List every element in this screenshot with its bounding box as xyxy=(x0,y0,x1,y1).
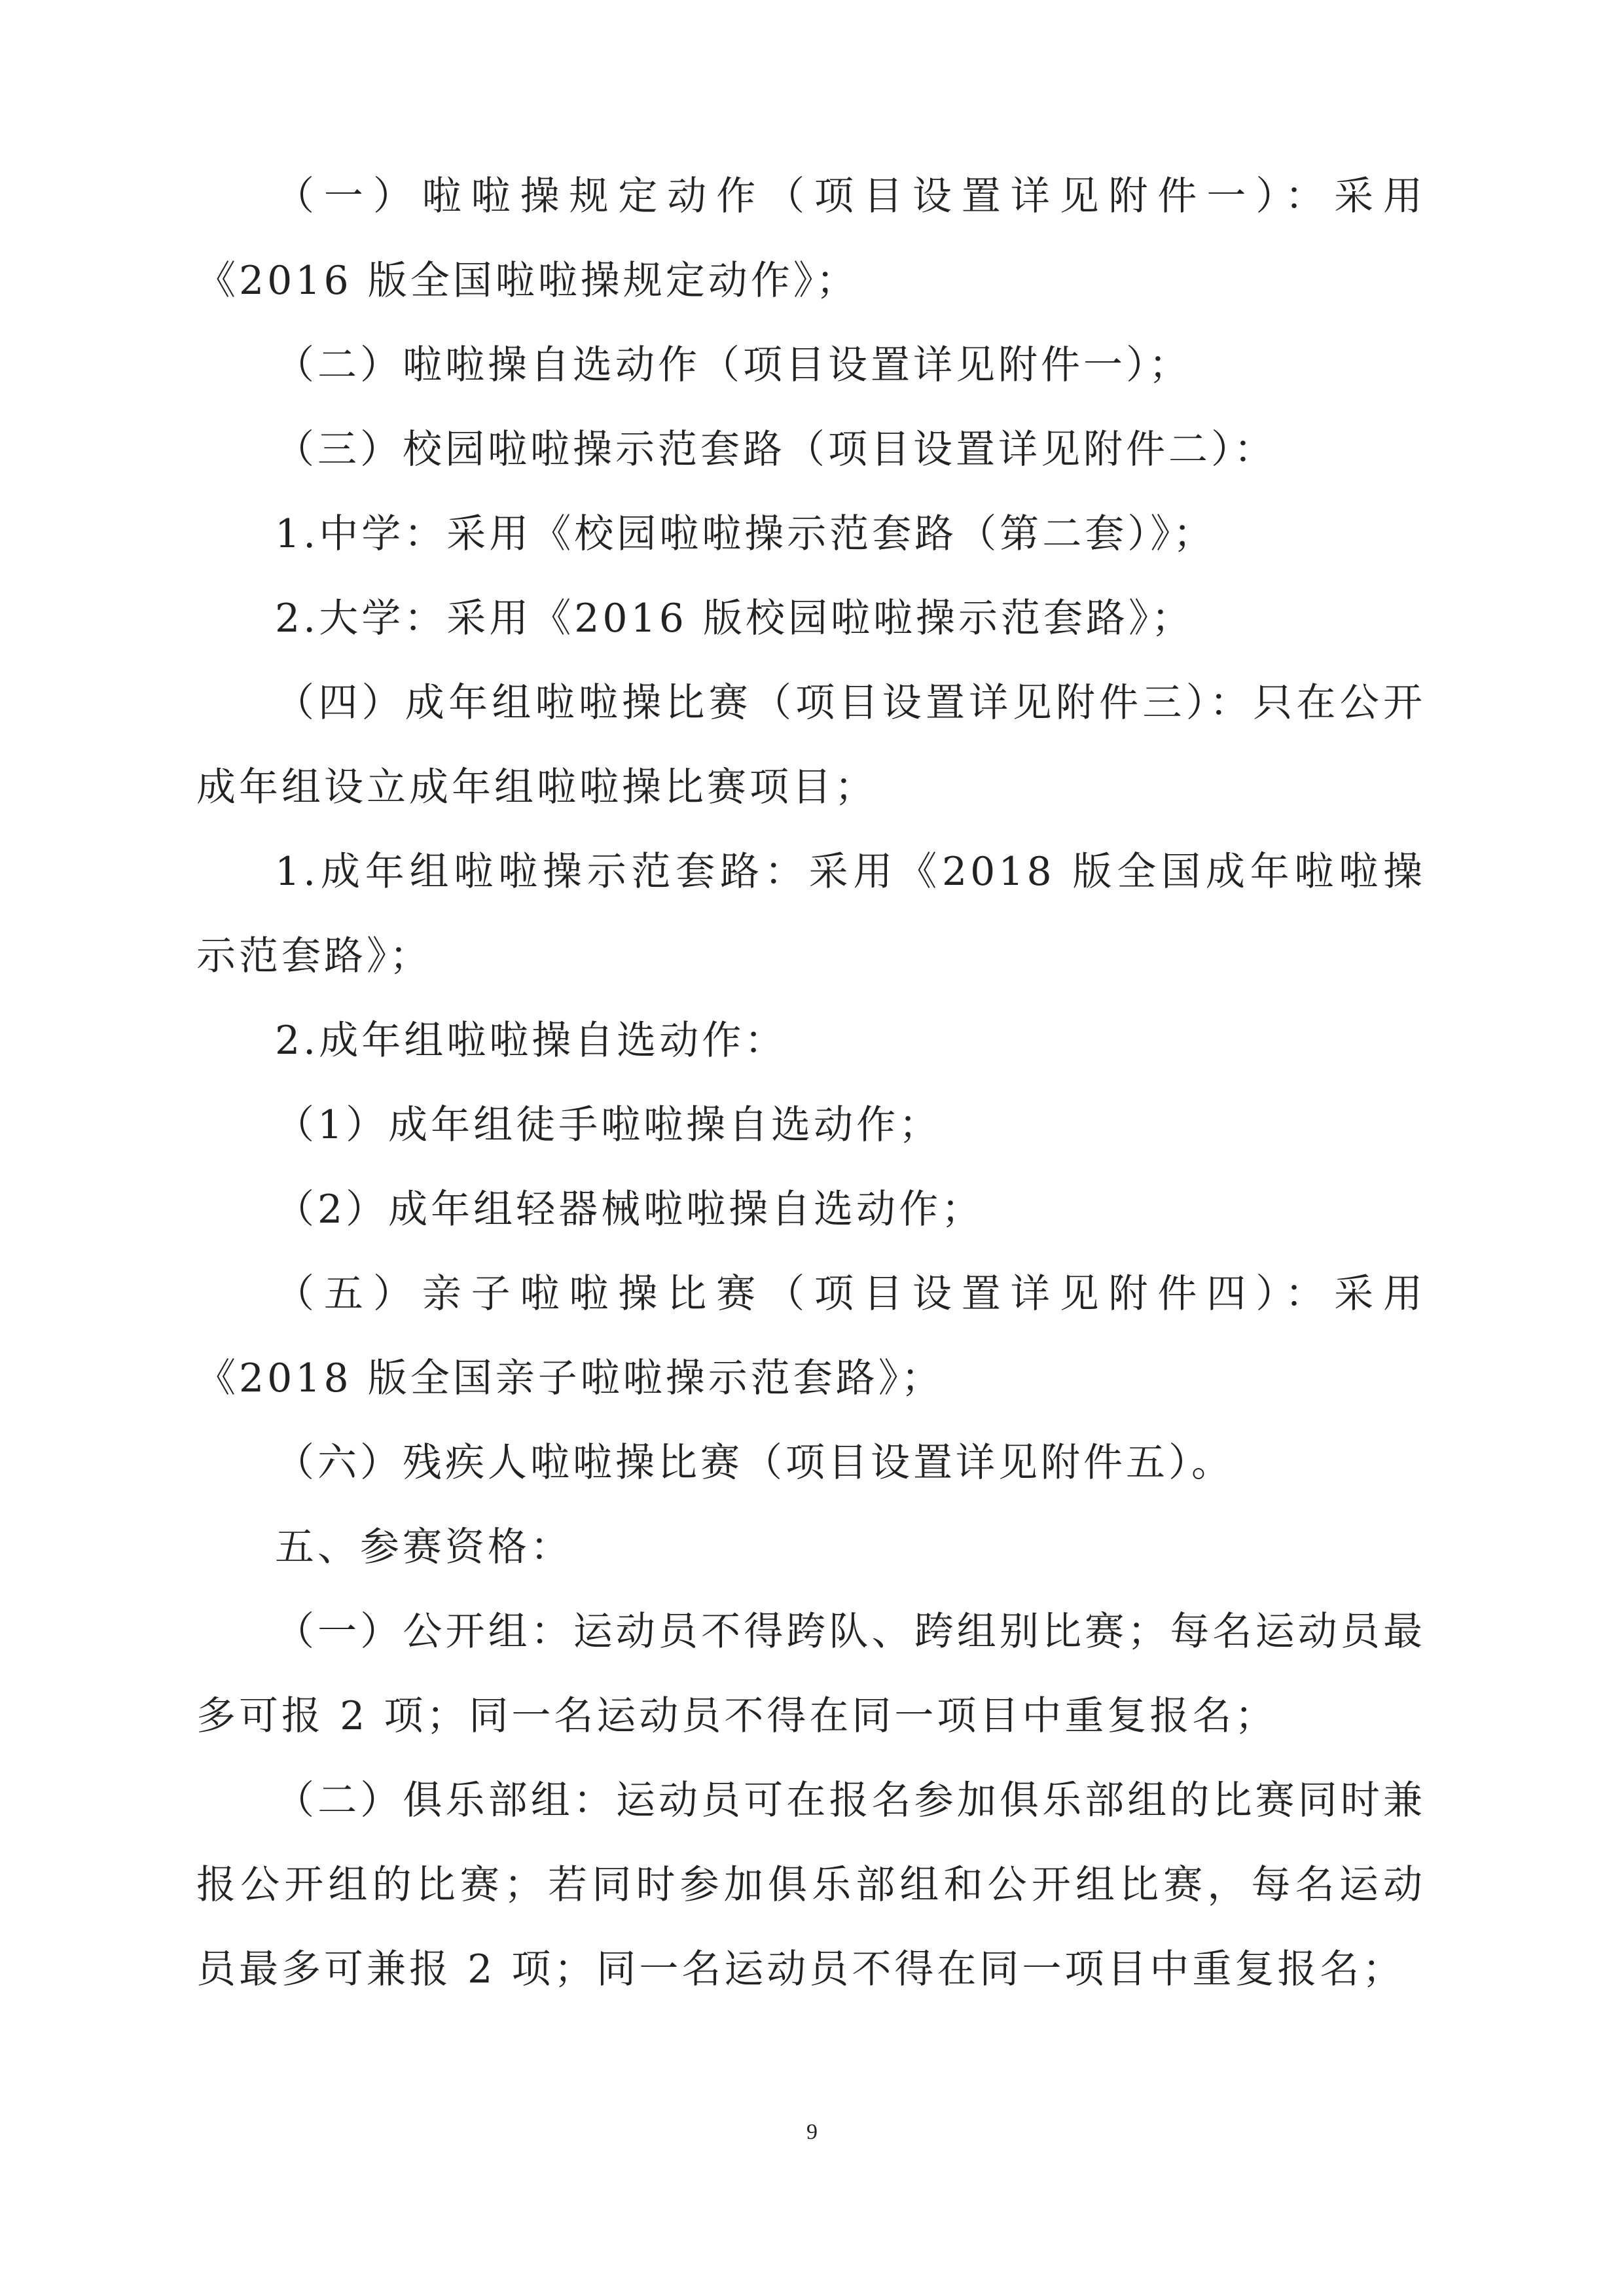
paragraph-university: 2.大学：采用《2016 版校园啦啦操示范套路》； xyxy=(275,596,1195,641)
paragraph-adult-freestyle: 2.成年组啦啦操自选动作： xyxy=(275,1018,787,1064)
paragraph-middle-school: 1.中学：采用《校园啦啦操示范套路（第二套）》； xyxy=(275,511,1216,557)
paragraph-adult-freehand: （1）成年组徒手啦啦操自选动作； xyxy=(275,1102,942,1148)
paragraph-freestyle-routine: （二）啦啦操自选动作（项目设置详见附件一）； xyxy=(275,342,1191,388)
paragraph-open-group: （一）公开组：运动员不得跨队、跨组别比赛；每名运动员最多可报 2 项；同一名运动员不得在同一项目中重复报名； xyxy=(196,1609,1426,1739)
paragraph-compulsory-routine: （一）啦啦操规定动作（项目设置详见附件一）：采用《2016 版全国啦啦操规定动作》； xyxy=(196,173,1426,304)
paragraph-adult-demo-routine: 1.成年组啦啦操示范套路：采用《2018 版全国成年啦啦操示范套路》； xyxy=(196,849,1426,979)
document-body xyxy=(196,154,1426,2012)
paragraph-parent-child: （五）亲子啦啦操比赛（项目设置详见附件四）：采用《2018 版全国亲子啦啦操示范套路》； xyxy=(196,1271,1426,1401)
paragraph-club-group: （二）俱乐部组：运动员可在报名参加俱乐部组的比赛同时兼报公开组的比赛；若同时参加俱乐部组和公开组比赛，每名运动员最多可兼报 2 项；同一名运动员不得在同一项目中重复报名； xyxy=(196,1778,1426,1992)
paragraph-disabled: （六）残疾人啦啦操比赛（项目设置详见附件五）。 xyxy=(275,1440,1234,1486)
paragraph-adult-light-apparatus: （2）成年组轻器械啦啦操自选动作； xyxy=(275,1187,984,1232)
paragraph-campus-routine: （三）校园啦啦操示范套路（项目设置详见附件二）： xyxy=(275,427,1276,473)
page-number: 9 xyxy=(806,2120,818,2144)
section-heading-eligibility: 五、参赛资格： xyxy=(275,1524,573,1570)
paragraph-adult-competition: （四）成年组啦啦操比赛（项目设置详见附件三）：只在公开成年组设立成年组啦啦操比赛项目； xyxy=(196,680,1426,810)
